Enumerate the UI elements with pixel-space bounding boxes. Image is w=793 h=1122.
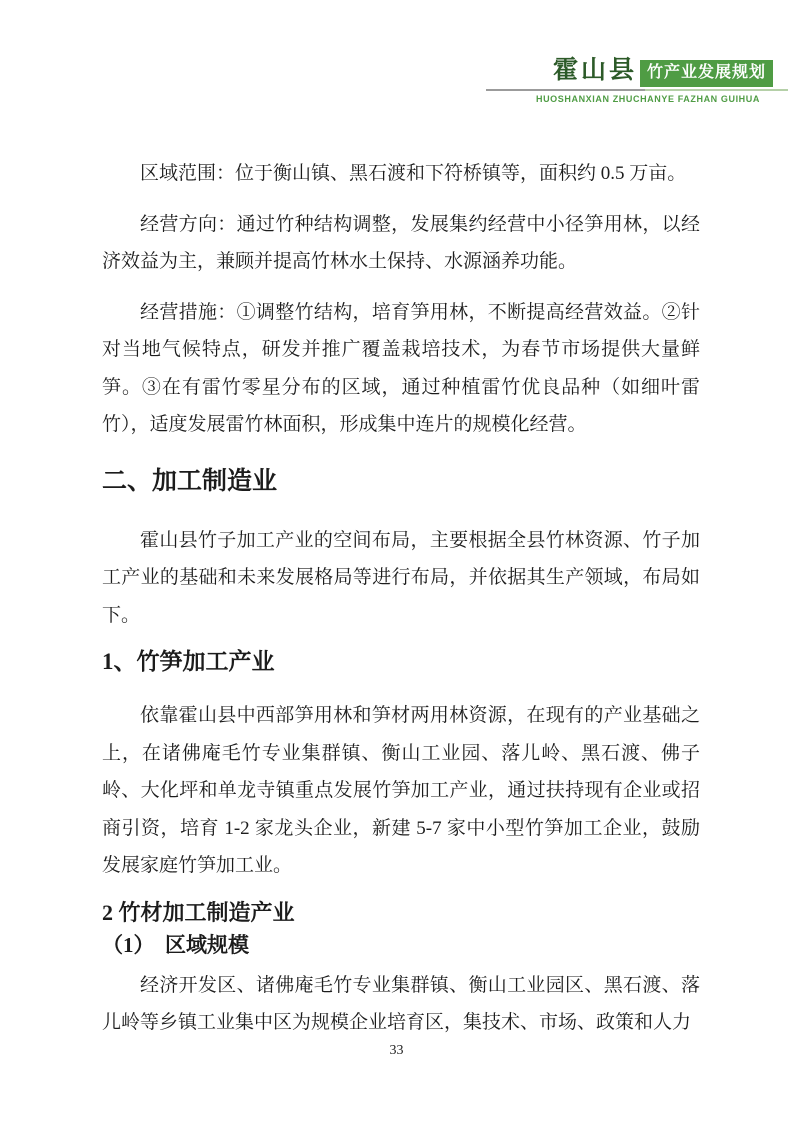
- paragraph-region-scale: 经济开发区、诸佛庵毛竹专业集群镇、衡山工业园区、黑石渡、落儿岭等乡镇工业集中区为规模企业培育区，集技术、市场、政策和人力: [102, 974, 700, 1033]
- header-pinyin: HUOSHANXIAN ZHUCHANYE FAZHAN GUIHUA: [535, 94, 760, 104]
- paragraph-processing-layout: 霍山县竹子加工产业的空间布局，主要根据全县竹林资源、竹子加工产业的基础和未来发展格局等进行布局，并依据其生产领域，布局如下。: [102, 529, 700, 626]
- paragraph-management-measures: 经营措施：①调整竹结构，培育笋用林，不断提高经营效益。②针对当地气候特点，研发并推广覆盖栽培技术，为春节市场提供大量鲜笋。③在有雷竹零星分布的区域，通过种植雷竹优良品种（如细叶雷竹），适度发展雷竹林面积，形成集中连片的规模化经营。: [102, 301, 700, 435]
- document-header: [553, 58, 773, 87]
- title-badge: 竹产业发展规划: [640, 60, 773, 87]
- heading-processing-manufacturing: 二、加工制造业: [102, 467, 278, 495]
- heading-bamboo-material-processing: 2 竹材加工制造产业: [102, 899, 295, 925]
- county-name: 霍山县: [552, 57, 637, 84]
- heading-bamboo-shoot-processing: 1、竹笋加工产业: [102, 649, 275, 674]
- paragraph-bamboo-shoot-processing: 依靠霍山县中西部笋用林和笋材两用林资源，在现有的产业基础之上，在诸佛庵毛竹专业集群镇、衡山工业园、落儿岭、黑石渡、佛子岭、大化坪和单龙寺镇重点发展竹笋加工产业，通过扶持现有企业或招商引资，培育 1-2 家龙头企业，新建 5-7 家中小型竹笋加工企业，鼓励发展家庭竹笋加工业。: [102, 705, 700, 876]
- document-body: [102, 155, 700, 1055]
- header-rule-green-segment: [645, 89, 788, 91]
- heading-region-scale: （1） 区域规模: [102, 932, 249, 957]
- header-rule-gray-segment: [486, 89, 645, 91]
- page-number: 33: [389, 1043, 404, 1058]
- paragraph-management-direction: 经营方向：通过竹种结构调整，发展集约经营中小径笋用林，以经济效益为主，兼顾并提高竹林水土保持、水源涵养功能。: [102, 213, 700, 272]
- header-rule: [486, 89, 788, 91]
- paragraph-region-scope: 区域范围：位于衡山镇、黑石渡和下符桥镇等，面积约 0.5 万亩。: [140, 163, 687, 184]
